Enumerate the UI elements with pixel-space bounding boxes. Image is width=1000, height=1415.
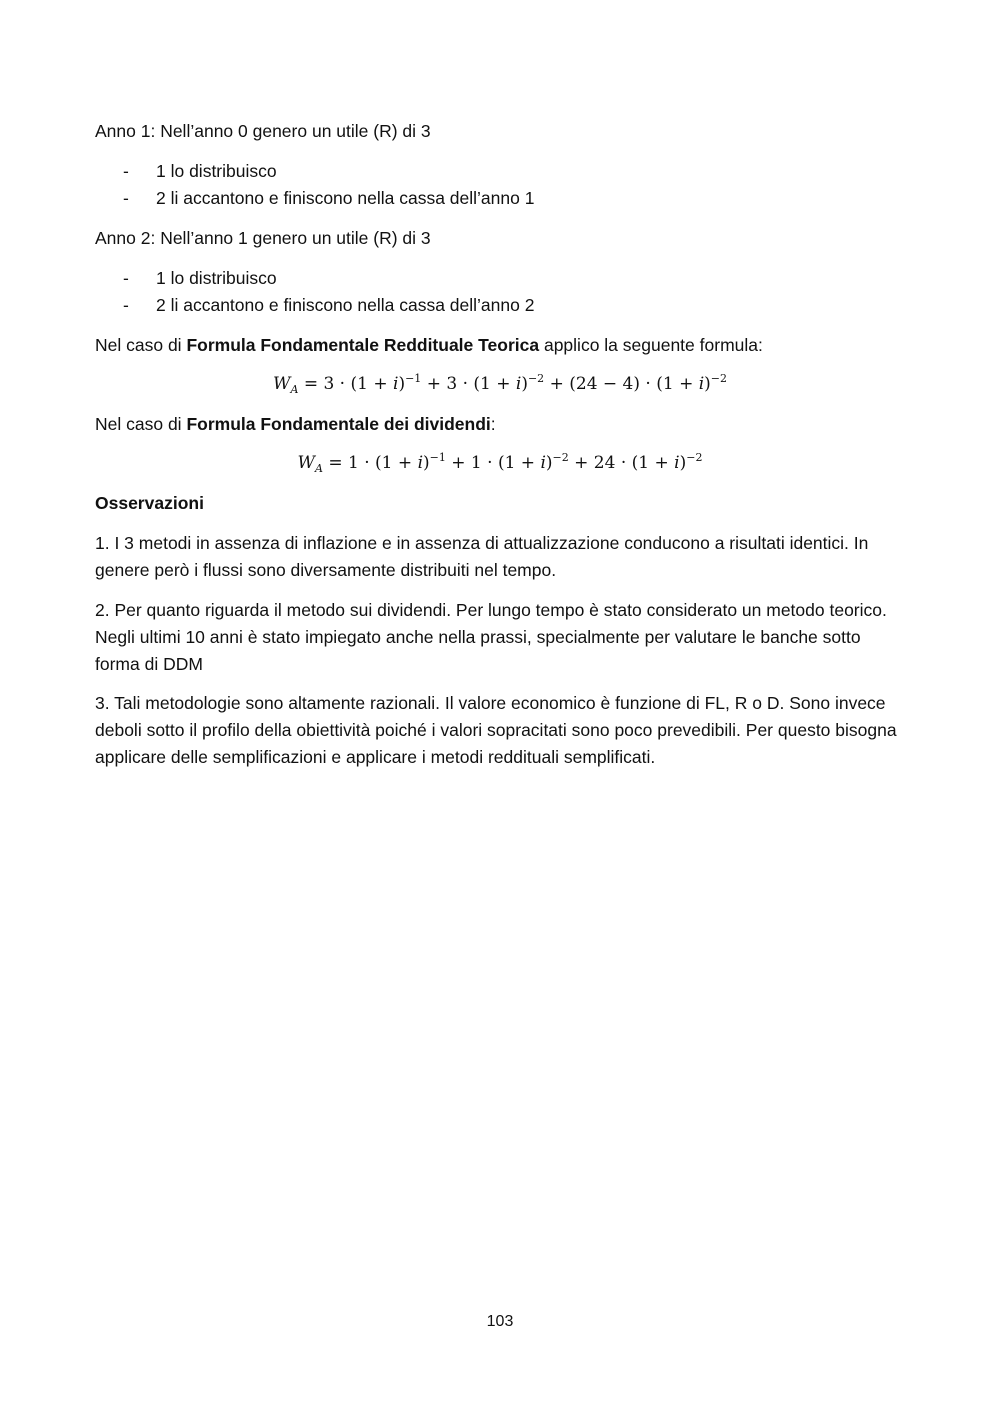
bullet-marker: -	[123, 161, 129, 181]
formula-exponent: −2	[686, 451, 703, 464]
formula-term: )	[545, 453, 553, 473]
dividendi-suffix: :	[490, 414, 496, 434]
bullet-text: 2 li accantono e finiscono nella cassa dell’anno 1	[156, 188, 535, 208]
bullet-marker: -	[123, 188, 129, 208]
dividendi-intro	[95, 411, 907, 438]
formula-variable: i	[674, 453, 680, 473]
dividendi-prefix: Nel caso di	[95, 414, 187, 434]
bullet-marker: -	[123, 268, 129, 288]
formula-exponent: −2	[710, 372, 728, 385]
formula-exponent: −2	[527, 372, 545, 385]
formula-term: + 3 · (1 +	[421, 374, 516, 394]
formula-term: = 3 · (1 +	[303, 374, 393, 394]
page-number: 103	[486, 1313, 514, 1330]
osservazione-2: 2. Per quanto riguarda il metodo sui dividendi. Per lungo tempo è stato considerato un metodo teorico. Negli ultimi 10 anni è stato impiegato anche nella prassi, specialmente per valutare le banche sotto forma di DDM	[95, 600, 887, 674]
formula-reddituale	[0, 370, 1000, 398]
formula-exponent: −1	[429, 451, 446, 464]
formula-lhs: W	[272, 374, 291, 394]
formula-variable: i	[417, 453, 423, 473]
bullet-text: 1 lo distribuisco	[156, 268, 277, 288]
reddituale-prefix: Nel caso di	[95, 335, 187, 355]
formula-lhs-subscript: A	[290, 383, 299, 396]
osservazione-3: 3. Tali metodologie sono altamente razionali. Il valore economico è funzione di FL, R o D. Sono invece deboli sotto il profilo della obiettività poiché i valori sopracitati sono poco prevedibili. Per questo bisogna applicare delle semplificazioni e applicare i metodi reddituali semplificati.	[95, 693, 897, 767]
bullet-marker: -	[123, 295, 129, 315]
section-heading: Osservazioni	[95, 493, 204, 513]
formula-variable: i	[515, 374, 522, 394]
formula-lhs-subscript: A	[315, 462, 323, 475]
formula-lhs: W	[297, 453, 316, 473]
formula-term: + 1 · (1 +	[445, 453, 541, 473]
formula-variable: i	[393, 374, 399, 394]
anno2-heading: Anno 2: Nell’anno 1 genero un utile (R) di 3	[95, 228, 431, 248]
anno1-bullet-2	[123, 185, 534, 212]
formula-variable: i	[540, 453, 546, 473]
bullet-text: 1 lo distribuisco	[156, 161, 277, 181]
formula-term: )	[521, 374, 528, 394]
bullet-text: 2 li accantono e finiscono nella cassa dell’anno 2	[156, 295, 535, 315]
anno2-bullet-1	[123, 265, 277, 292]
dividendi-bold: Formula Fondamentale dei dividendi	[186, 414, 491, 434]
anno1-heading: Anno 1: Nell’anno 0 genero un utile (R) di 3	[95, 121, 431, 141]
reddituale-intro	[95, 332, 907, 359]
formula-variable: i	[698, 374, 705, 394]
formula-term: )	[423, 453, 430, 473]
anno2-bullet-2	[123, 292, 534, 319]
formula-exponent: −2	[552, 451, 569, 464]
osservazione-1: 1. I 3 metodi in assenza di inflazione e in assenza di attualizzazione conducono a risultati identici. In genere però i flussi sono diversamente distribuiti nel tempo.	[95, 533, 869, 580]
formula-exponent: −1	[405, 372, 422, 385]
anno1-bullet-1	[123, 158, 277, 185]
formula-term: )	[398, 374, 406, 394]
formula-term: )	[679, 453, 687, 473]
formula-term: + 24 · (1 +	[568, 453, 675, 473]
osservazioni-title	[95, 490, 907, 517]
reddituale-suffix: applico la seguente formula:	[539, 335, 763, 355]
formula-dividendi	[0, 449, 1000, 477]
formula-term: + (24 − 4) · (1 +	[544, 374, 699, 394]
reddituale-bold: Formula Fondamentale Reddituale Teorica	[186, 335, 540, 355]
formula-term: )	[704, 374, 711, 394]
formula-term: = 1 · (1 +	[328, 453, 418, 473]
